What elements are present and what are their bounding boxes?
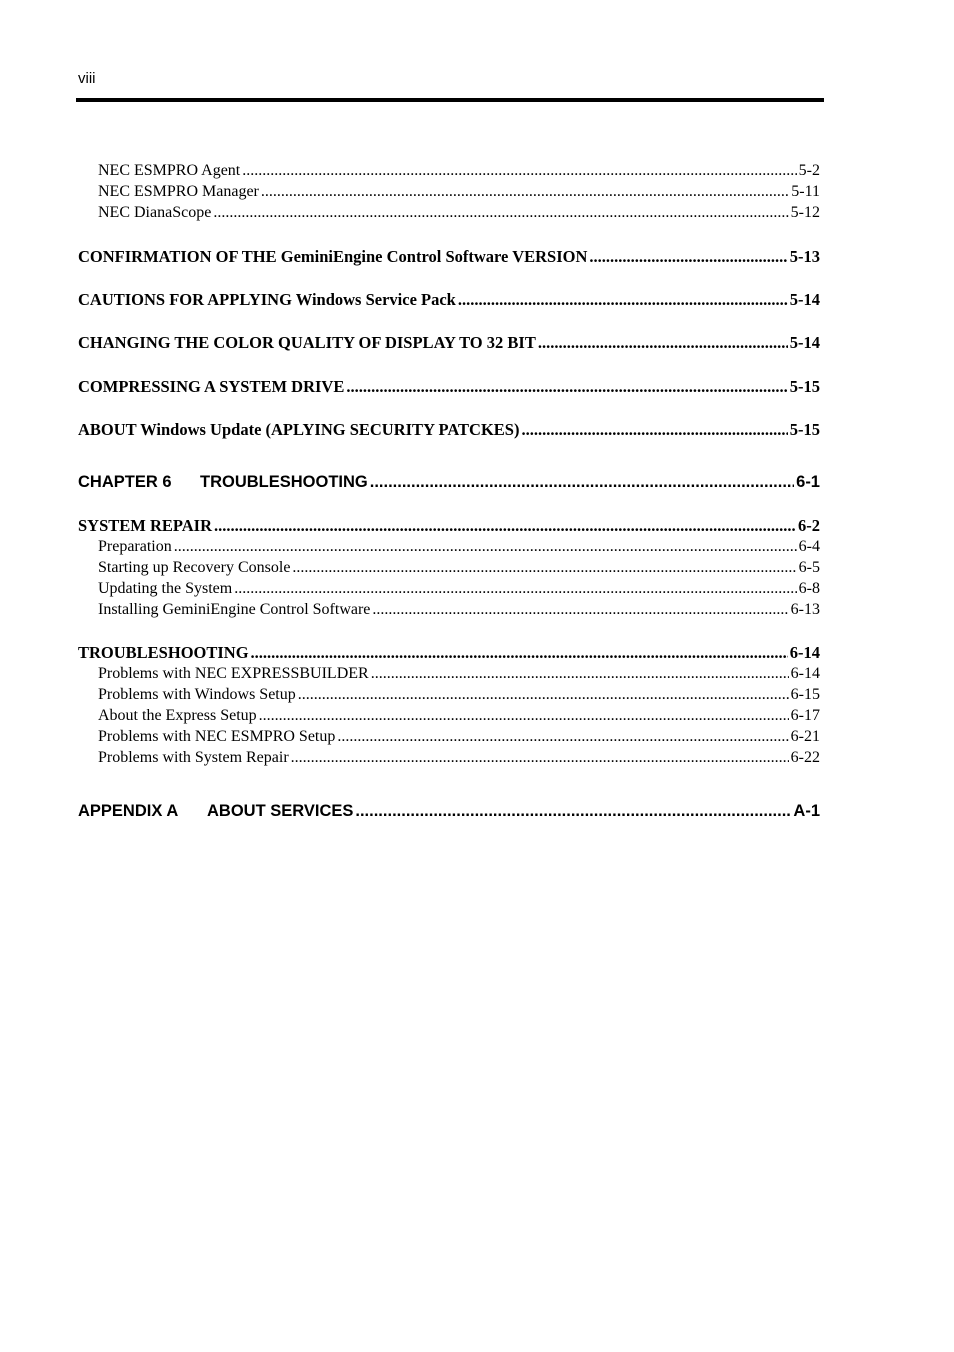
dot-leader: [213, 202, 788, 223]
toc-entry-updating-system[interactable]: [78, 578, 820, 599]
dot-leader: [259, 705, 789, 726]
toc-entry-title: Updating the System: [98, 580, 233, 597]
dot-leader: [355, 800, 791, 822]
dot-leader: [214, 515, 796, 536]
toc-entry-installing-gemini[interactable]: [78, 599, 820, 620]
toc-entry-problems-esmpro-setup[interactable]: [78, 726, 820, 747]
toc-entry-title: CONFIRMATION OF THE GeminiEngine Control Software VERSION: [78, 247, 588, 266]
dot-leader: [174, 536, 797, 557]
toc-entry-title: COMPRESSING A SYSTEM DRIVE: [78, 377, 345, 396]
toc-entry-esmpro-manager[interactable]: [78, 181, 820, 202]
dot-leader: [538, 332, 788, 353]
toc-entry-troubleshooting[interactable]: [78, 642, 820, 663]
toc-entry-problems-expressbuilder[interactable]: [78, 663, 820, 684]
appendix-number: APPENDIX A: [78, 802, 179, 820]
dot-leader: [251, 642, 788, 663]
toc-entry-confirmation[interactable]: [78, 246, 820, 267]
toc-entry-page: 6-21: [790, 728, 820, 745]
toc-entry-title: About the Express Setup: [98, 707, 257, 724]
toc-entry-page: 6-1: [796, 473, 820, 491]
dot-leader: [372, 599, 788, 620]
toc-entry-page: 5-15: [789, 377, 820, 396]
chapter-title: TROUBLESHOOTING: [200, 473, 368, 491]
toc-entry-page: 6-17: [790, 707, 820, 724]
dot-leader: [298, 684, 789, 705]
dot-leader: [346, 376, 787, 397]
toc-entry-title: [78, 471, 370, 493]
toc-entry-cautions[interactable]: [78, 289, 820, 310]
toc-entry-title: SYSTEM REPAIR: [78, 516, 213, 535]
dot-leader: [291, 747, 789, 768]
toc-entry-page: 6-22: [790, 749, 820, 766]
toc-entry-title: TROUBLESHOOTING: [78, 643, 249, 662]
toc-entry-page: 6-8: [798, 580, 820, 597]
toc-entry-title: CHANGING THE COLOR QUALITY OF DISPLAY TO 32 BIT: [78, 333, 536, 352]
toc-entry-title: NEC ESMPRO Agent: [98, 162, 241, 179]
dot-leader: [370, 471, 794, 493]
toc-entry-page: 6-2: [798, 516, 820, 535]
toc-entry-dianascope[interactable]: [78, 202, 820, 223]
toc-entry-title: Problems with System Repair: [98, 749, 289, 766]
toc-entry-page: 6-15: [790, 686, 820, 703]
toc-entry-problems-windows-setup[interactable]: [78, 684, 820, 705]
dot-leader: [292, 557, 796, 578]
dot-leader: [261, 181, 789, 202]
toc-entry-page: 6-4: [798, 538, 820, 555]
toc-entry-title: Problems with Windows Setup: [98, 686, 296, 703]
toc-entry-changing-color[interactable]: [78, 332, 820, 353]
toc-entry-preparation[interactable]: [78, 536, 820, 557]
toc-entry-page: 5-15: [789, 420, 820, 439]
toc-entry-chapter-6[interactable]: [78, 471, 820, 493]
header-rule: [76, 98, 824, 102]
toc-entry-page: 5-12: [790, 204, 820, 221]
toc-entry-page: 6-5: [798, 559, 820, 576]
toc-entry-page: 6-14: [790, 665, 820, 682]
toc-entry-windows-update[interactable]: [78, 419, 820, 440]
table-of-contents: [78, 160, 820, 822]
toc-entry-title: NEC DianaScope: [98, 204, 212, 221]
dot-leader: [589, 246, 787, 267]
toc-entry-title: Preparation: [98, 538, 172, 555]
page-number: viii: [78, 70, 96, 87]
toc-entry-esmpro-agent[interactable]: [78, 160, 820, 181]
toc-entry-compressing[interactable]: [78, 376, 820, 397]
appendix-title: ABOUT SERVICES: [207, 802, 354, 820]
toc-entry-title: Starting up Recovery Console: [98, 559, 291, 576]
dot-leader: [242, 160, 796, 181]
dot-leader: [521, 419, 787, 440]
dot-leader: [371, 663, 789, 684]
dot-leader: [458, 289, 788, 310]
toc-entry-page: 5-13: [789, 247, 820, 266]
toc-entry-page: 5-2: [798, 162, 820, 179]
toc-entry-title: Problems with NEC EXPRESSBUILDER: [98, 665, 369, 682]
toc-entry-title: ABOUT Windows Update (APLYING SECURITY PATCKES): [78, 420, 520, 439]
toc-entry-page: 5-11: [791, 183, 820, 200]
toc-entry-title: Problems with NEC ESMPRO Setup: [98, 728, 336, 745]
toc-entry-title: CAUTIONS FOR APPLYING Windows Service Pack: [78, 290, 456, 309]
toc-entry-title: NEC ESMPRO Manager: [98, 183, 259, 200]
toc-entry-title: [78, 800, 355, 822]
dot-leader: [234, 578, 796, 599]
toc-entry-system-repair[interactable]: [78, 515, 820, 536]
toc-entry-page: 6-14: [789, 643, 820, 662]
toc-entry-page: 6-13: [790, 601, 820, 618]
toc-entry-recovery-console[interactable]: [78, 557, 820, 578]
toc-entry-page: 5-14: [789, 290, 820, 309]
toc-entry-appendix-a[interactable]: [78, 800, 820, 822]
dot-leader: [337, 726, 788, 747]
toc-entry-page: 5-14: [789, 333, 820, 352]
chapter-number: CHAPTER 6: [78, 473, 172, 491]
toc-entry-about-express-setup[interactable]: [78, 705, 820, 726]
toc-entry-problems-system-repair[interactable]: [78, 747, 820, 768]
toc-entry-title: Installing GeminiEngine Control Software: [98, 601, 371, 618]
toc-entry-page: A-1: [793, 802, 820, 820]
